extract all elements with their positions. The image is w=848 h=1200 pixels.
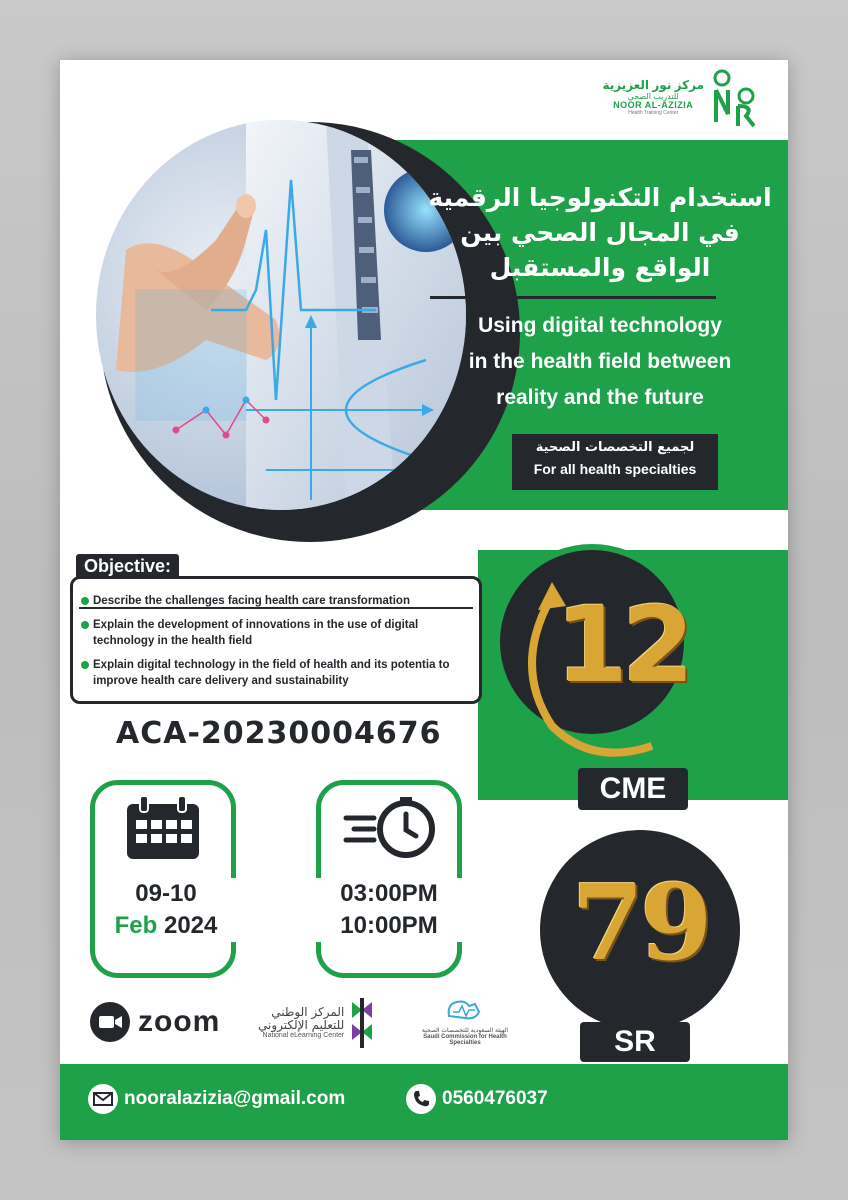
nelc-text: [258, 1006, 344, 1040]
cme-label: CME: [578, 768, 688, 810]
poster: [60, 60, 788, 1140]
title-arabic-line2: في المجال الصحي بين: [460, 218, 740, 247]
nelc-arabic-2: للتعليم الإلكتروني: [258, 1018, 345, 1033]
phone-icon: [406, 1084, 436, 1114]
scfhs-mark-icon: [445, 998, 485, 1022]
title-english: [420, 308, 780, 416]
title-arabic-line3: الواقع والمستقبل: [489, 253, 711, 282]
date-month: Feb: [114, 912, 158, 939]
nelc-mark-icon: [350, 998, 374, 1048]
zoom-wordmark: zoom: [138, 1005, 221, 1038]
nelc-english: National eLearning Center: [262, 1032, 345, 1040]
objective-item: [81, 617, 471, 649]
audience-english: For all health specialties: [533, 461, 697, 477]
title-divider: [430, 296, 716, 299]
date-days: 09-10: [135, 880, 197, 907]
price-currency: SR: [580, 1022, 690, 1062]
calendar-icon: [124, 796, 202, 862]
event-time: [316, 878, 462, 942]
bullet-dot: [81, 621, 89, 629]
zoom-logo: [90, 1002, 220, 1042]
bullet-dot: [81, 661, 89, 669]
logo-arabic-sub: للتدريب الصحي: [627, 91, 679, 101]
logo-arabic-name: مركز نور العزيزية: [602, 78, 704, 93]
objective-text: Describe the challenges facing health care transformation: [93, 595, 410, 607]
phone-contact[interactable]: [406, 1084, 548, 1114]
objective-heading: Objective:: [76, 554, 179, 579]
audience-box: [512, 434, 718, 490]
email-contact[interactable]: [88, 1084, 345, 1114]
time-end: 10:00PM: [340, 912, 438, 939]
noor-alazizia-logo: [602, 68, 760, 128]
title-english-line1: Using digital technology: [478, 314, 722, 337]
accreditation-code: ACA-20230004676: [116, 716, 442, 751]
scfhs-arabic: الهيئة السعودية للتخصصات الصحية: [421, 1027, 509, 1034]
logo-text: [602, 79, 704, 116]
objective-text: Explain the development of innovations in the use of digital technology in the health field: [93, 619, 419, 647]
phone-number: 0560476037: [442, 1088, 548, 1109]
logo-english-name: NOOR AL-AZIZIA: [613, 100, 694, 111]
nelc-logo: [258, 998, 374, 1048]
objectives-box: [70, 576, 482, 704]
bullet-dot: [81, 597, 89, 605]
price-number: 79: [571, 861, 709, 984]
scfhs-logo: [420, 998, 510, 1046]
logo-mark-icon: [710, 68, 760, 128]
digital-health-illustration: [96, 120, 466, 510]
objective-divider: [79, 607, 473, 609]
title-arabic-line1: استخدام التكنولوجيا الرقمية: [428, 183, 772, 212]
hero-photo: [96, 120, 466, 510]
date-month-year: [96, 910, 236, 942]
event-date: [96, 878, 236, 942]
scfhs-english: Saudi Commission for Health Specialties: [423, 1034, 507, 1046]
title-arabic: [420, 180, 780, 285]
partner-logos: [90, 998, 510, 1058]
title-english-line2: in the health field between: [468, 350, 732, 373]
mail-icon: [88, 1084, 118, 1114]
logo-english-sub: Health Training Center: [628, 110, 679, 117]
zoom-camera-icon: [90, 1002, 130, 1042]
date-year: 2024: [163, 912, 218, 939]
nelc-arabic-1: المركز الوطني: [271, 1004, 345, 1019]
clock-speed-icon: [342, 796, 442, 862]
audience-arabic: لجميع التخصصات الصحية: [535, 440, 695, 455]
title-english-line3: reality and the future: [496, 386, 704, 409]
objective-item: [81, 657, 471, 689]
cme-number: 12: [555, 584, 689, 706]
time-start: 03:00PM: [340, 880, 438, 907]
email-address: nooralazizia@gmail.com: [124, 1088, 346, 1109]
objective-text: Explain digital technology in the field of health and its potentia to improve health care delivery and sustainability: [93, 659, 450, 687]
